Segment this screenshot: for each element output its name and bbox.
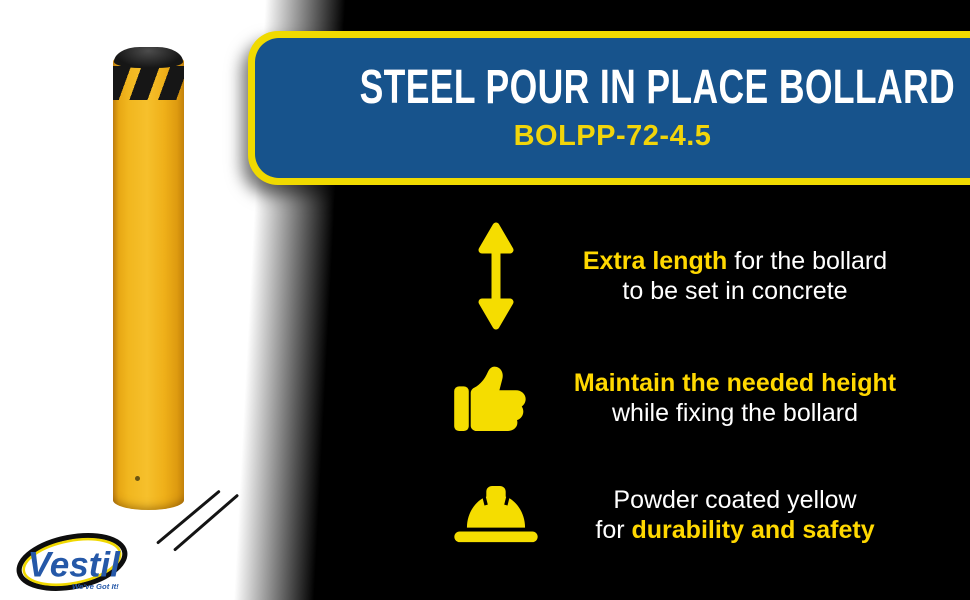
feature-line xyxy=(547,398,923,428)
mount-hole xyxy=(135,476,140,481)
brand-name: Vestil xyxy=(27,545,120,585)
feature-line-text: for the bollard xyxy=(727,247,888,275)
feature-maintain-height xyxy=(445,356,923,440)
feature-highlight-text: Maintain the needed height xyxy=(573,369,897,397)
feature-text xyxy=(547,246,923,306)
banner-title-wrap xyxy=(255,60,970,114)
feature-line-text: Powder coated yellow xyxy=(613,486,857,514)
thumbs-up-icon xyxy=(445,363,547,433)
feature-highlight-text: durability and safety xyxy=(631,516,875,544)
bollard-cap xyxy=(114,47,183,68)
feature-line xyxy=(547,276,923,306)
feature-line xyxy=(547,246,923,276)
feature-line-text: while fixing the bollard xyxy=(612,399,858,427)
feature-powder-coated xyxy=(445,476,923,554)
feature-line xyxy=(547,368,923,398)
model-number: BOLPP-72-4.5 xyxy=(513,119,712,152)
brand-tagline: We've Got It! xyxy=(72,581,119,591)
vestil-logo xyxy=(14,530,130,596)
title-banner xyxy=(248,31,970,185)
feature-line xyxy=(547,485,923,515)
bollard-image xyxy=(113,58,184,510)
title-banner-inner xyxy=(255,38,970,178)
feature-extra-length xyxy=(445,216,923,336)
feature-line-text: for xyxy=(595,516,632,544)
feature-line xyxy=(547,515,923,545)
double-arrow-icon xyxy=(445,220,547,332)
feature-line-text: to be set in concrete xyxy=(622,277,848,305)
feature-text xyxy=(547,368,923,428)
page-title: STEEL POUR IN PLACE BOLLARD xyxy=(359,60,956,114)
hard-hat-icon xyxy=(445,484,547,546)
feature-highlight-text: Extra length xyxy=(582,247,728,275)
hazard-stripes xyxy=(113,66,184,100)
feature-text xyxy=(547,485,923,545)
